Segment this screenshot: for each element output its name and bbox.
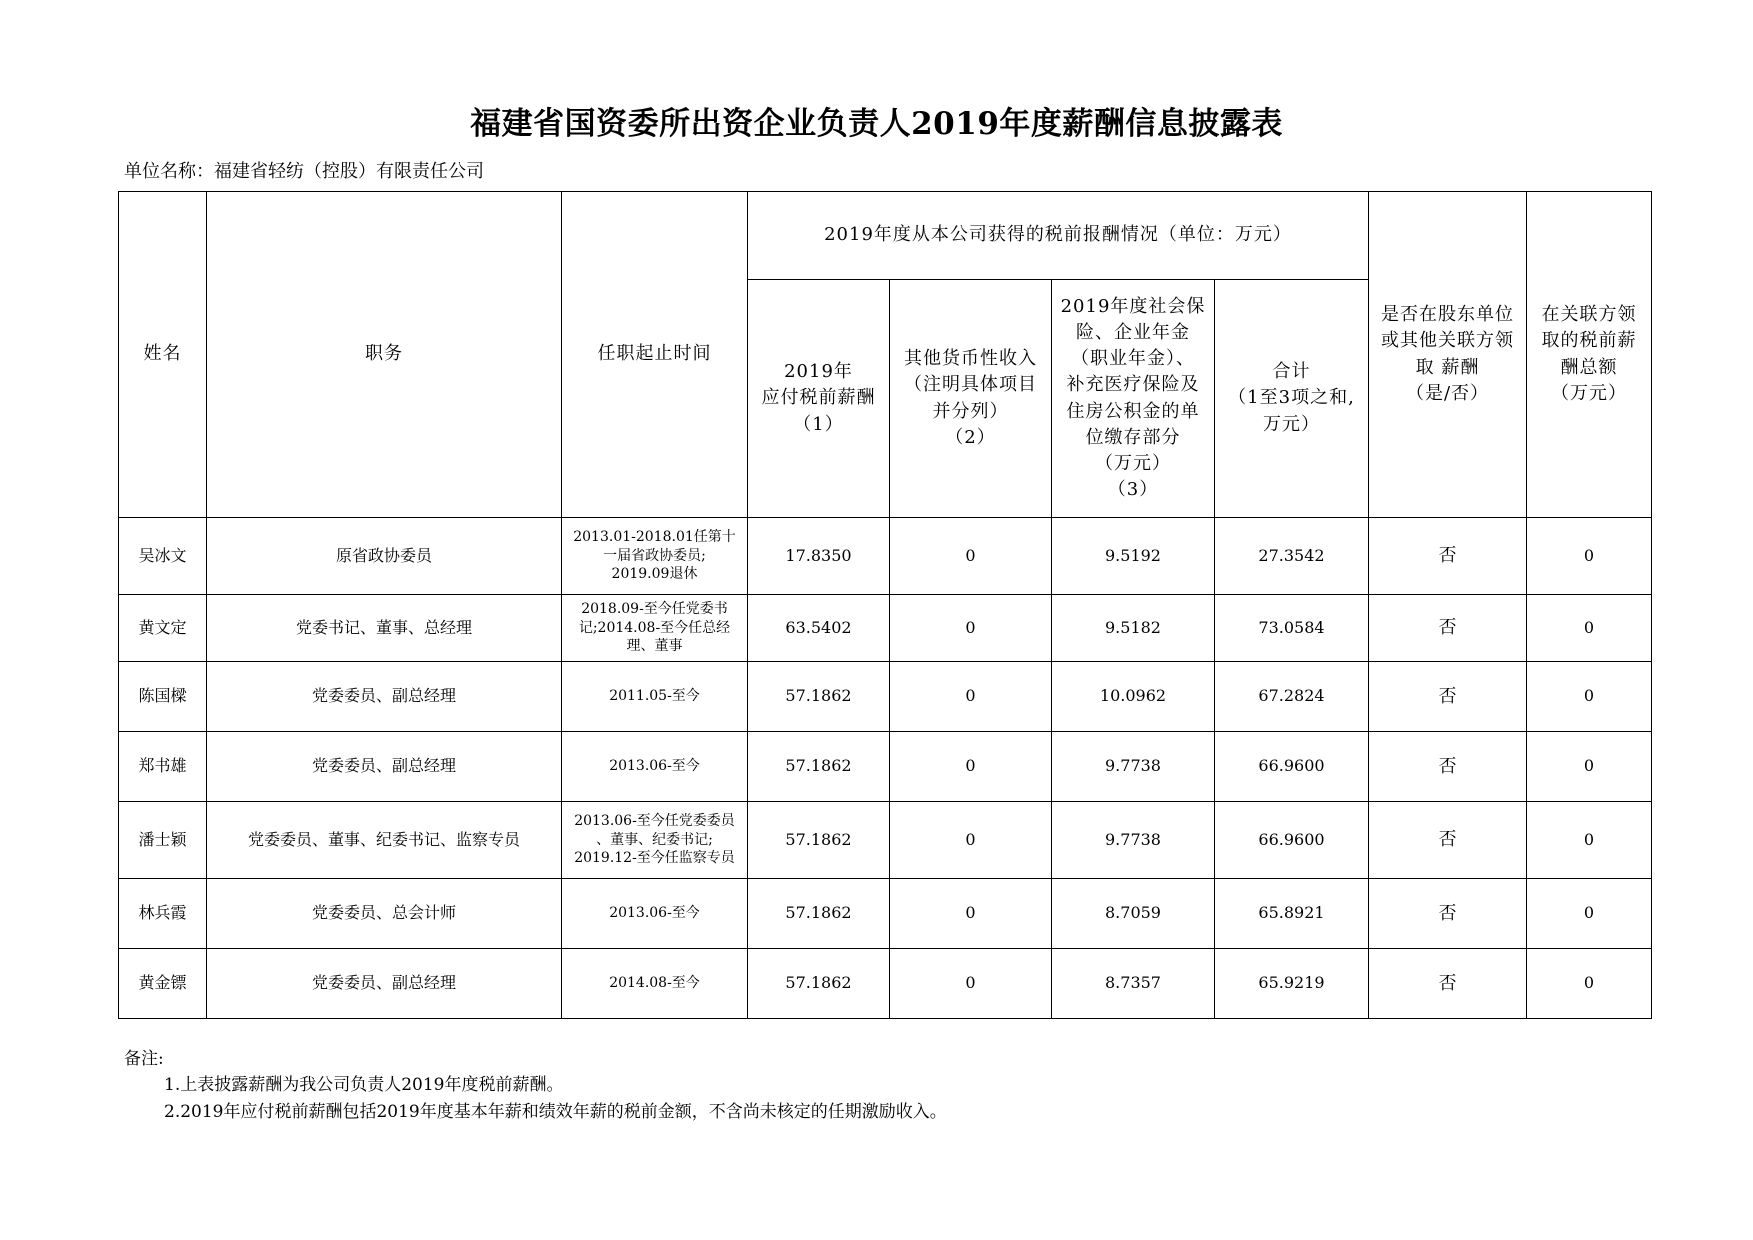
cell-related-amount: 0	[1527, 949, 1652, 1019]
cell-related-party: 否	[1369, 802, 1527, 879]
header-social-insurance	[1052, 280, 1215, 518]
header-salary-text: 2019年 应付税前薪酬 （1）	[761, 361, 876, 435]
unit-name: 福建省轻纺（控股）有限责任公司	[214, 161, 484, 182]
cell-name: 吴冰文	[119, 518, 207, 595]
cell-salary: 57.1862	[748, 879, 890, 949]
cell-social-insurance: 9.7738	[1052, 802, 1215, 879]
table-row	[119, 732, 1652, 802]
table-row	[119, 802, 1652, 879]
cell-position: 党委委员、副总经理	[207, 662, 562, 732]
header-name	[119, 192, 207, 518]
table-row	[119, 518, 1652, 595]
cell-salary: 57.1862	[748, 732, 890, 802]
cell-total: 67.2824	[1215, 662, 1369, 732]
cell-position: 党委书记、董事、总经理	[207, 595, 562, 662]
cell-other-income: 0	[890, 518, 1052, 595]
cell-salary: 57.1862	[748, 662, 890, 732]
cell-other-income: 0	[890, 949, 1052, 1019]
cell-salary: 17.8350	[748, 518, 890, 595]
cell-related-amount: 0	[1527, 662, 1652, 732]
cell-related-amount: 0	[1527, 879, 1652, 949]
header-tenure-text: 任职起止时间	[597, 343, 712, 365]
cell-total: 65.8921	[1215, 879, 1369, 949]
header-other-income	[890, 280, 1052, 518]
header-pay-group-text: 2019年度从本公司获得的税前报酬情况（单位：万元）	[824, 224, 1292, 246]
cell-related-party: 否	[1369, 662, 1527, 732]
cell-total: 73.0584	[1215, 595, 1369, 662]
cell-other-income: 0	[890, 732, 1052, 802]
cell-position: 原省政协委员	[207, 518, 562, 595]
header-related-party	[1369, 192, 1527, 518]
cell-tenure: 2014.08-至今	[562, 949, 748, 1019]
cell-total: 66.9600	[1215, 732, 1369, 802]
cell-social-insurance: 9.5192	[1052, 518, 1215, 595]
cell-tenure: 2013.06-至今	[562, 879, 748, 949]
cell-social-insurance: 10.0962	[1052, 662, 1215, 732]
cell-name: 陈国樑	[119, 662, 207, 732]
cell-related-amount: 0	[1527, 732, 1652, 802]
page-title: 福建省国资委所出资企业负责人2019年度薪酬信息披露表	[470, 106, 1283, 142]
cell-social-insurance: 8.7357	[1052, 949, 1215, 1019]
cell-position: 党委委员、总会计师	[207, 879, 562, 949]
cell-related-amount: 0	[1527, 518, 1652, 595]
cell-position: 党委委员、董事、纪委书记、监察专员	[207, 802, 562, 879]
cell-related-amount: 0	[1527, 595, 1652, 662]
table-body	[119, 192, 1652, 1019]
header-salary	[748, 280, 890, 518]
unit-label: 单位名称：	[124, 161, 214, 182]
cell-salary: 57.1862	[748, 949, 890, 1019]
cell-name: 郑书雄	[119, 732, 207, 802]
unit-line	[124, 157, 484, 183]
cell-other-income: 0	[890, 879, 1052, 949]
cell-other-income: 0	[890, 662, 1052, 732]
cell-social-insurance: 9.7738	[1052, 732, 1215, 802]
cell-tenure: 2011.05-至今	[562, 662, 748, 732]
table-row	[119, 595, 1652, 662]
cell-other-income: 0	[890, 595, 1052, 662]
cell-related-party: 否	[1369, 518, 1527, 595]
table-row	[119, 879, 1652, 949]
header-tenure	[562, 192, 748, 518]
cell-tenure: 2013.06-至今任党委委员 、董事、纪委书记; 2019.12-至今任监察专员	[562, 802, 748, 879]
header-related-amount-text: 在关联方领 取的税前薪 酬总额 （万元）	[1541, 304, 1637, 404]
note-item: 2.2019年应付税前薪酬包括2019年度基本年薪和绩效年薪的税前金额，不含尚未核定的任期激励收入。	[164, 1101, 947, 1122]
cell-tenure: 2013.01-2018.01任第十 一届省政协委员; 2019.09退休	[562, 518, 748, 595]
cell-tenure: 2018.09-至今任党委书 记;2014.08-至今任总经 理、董事	[562, 595, 748, 662]
header-position	[207, 192, 562, 518]
header-total-text: 合计 （1至3项之和, 万元）	[1228, 361, 1355, 435]
cell-social-insurance: 8.7059	[1052, 879, 1215, 949]
header-related-amount	[1527, 192, 1652, 518]
cell-name: 林兵霞	[119, 879, 207, 949]
table-row	[119, 949, 1652, 1019]
header-name-text: 姓名	[143, 343, 182, 365]
cell-related-party: 否	[1369, 595, 1527, 662]
salary-table	[118, 191, 1652, 1019]
cell-related-party: 否	[1369, 879, 1527, 949]
cell-name: 黄文定	[119, 595, 207, 662]
header-related-party-text: 是否在股东单位 或其他关联方领 取 薪酬 （是/否）	[1381, 304, 1514, 404]
cell-related-party: 否	[1369, 732, 1527, 802]
cell-name: 潘士颖	[119, 802, 207, 879]
header-pay-group	[748, 192, 1369, 280]
notes	[124, 1046, 947, 1125]
cell-social-insurance: 9.5182	[1052, 595, 1215, 662]
header-position-text: 职务	[365, 343, 403, 365]
header-row	[119, 192, 1652, 280]
cell-total: 66.9600	[1215, 802, 1369, 879]
header-social-insurance-text: 2019年度社会保 险、企业年金 （职业年金）、 补充医疗保险及 住房公积金的单 位缴存部分 （万元） （3）	[1060, 296, 1206, 500]
cell-name: 黄金镖	[119, 949, 207, 1019]
note-item: 1.上表披露薪酬为我公司负责人2019年度税前薪酬。	[164, 1075, 564, 1096]
cell-tenure: 2013.06-至今	[562, 732, 748, 802]
cell-other-income: 0	[890, 802, 1052, 879]
table-row	[119, 662, 1652, 732]
header-other-income-text: 其他货币性收入 （注明具体项目 并分列） （2）	[904, 348, 1037, 448]
cell-salary: 57.1862	[748, 802, 890, 879]
cell-related-amount: 0	[1527, 802, 1652, 879]
cell-total: 27.3542	[1215, 518, 1369, 595]
cell-total: 65.9219	[1215, 949, 1369, 1019]
notes-label: 备注:	[124, 1049, 164, 1069]
cell-position: 党委委员、副总经理	[207, 732, 562, 802]
cell-related-party: 否	[1369, 949, 1527, 1019]
cell-salary: 63.5402	[748, 595, 890, 662]
cell-position: 党委委员、副总经理	[207, 949, 562, 1019]
header-total	[1215, 280, 1369, 518]
